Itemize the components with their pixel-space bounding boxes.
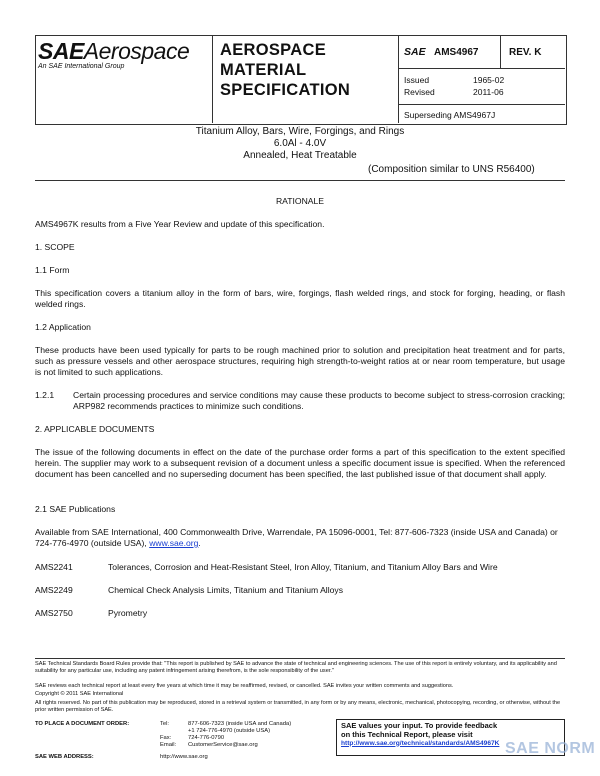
revision-label: REV. K <box>509 47 542 58</box>
order-label: TO PLACE A DOCUMENT ORDER: <box>35 721 130 727</box>
web-label: SAE WEB ADDRESS: <box>35 754 94 760</box>
footer-rule <box>35 658 565 659</box>
application-text: These products have been used typically for parts to be rough machined prior to solution and precipitation heat treatment and for parts, such as pressure vessels and other aerospace structures, requiring high strength-to-weight ratios at or near room temperature, but usage is not limited to such applications. <box>35 345 565 377</box>
footer-policy: SAE Technical Standards Board Rules provide that: "This report is published by SAE to advance the state of technical and engineering sciences. The use of this report is entirely voluntary, and its applicability and suitability for any particular use, including any patent infringement arising therefrom, is the sole responsibility of the user." <box>35 661 557 674</box>
subtitle-rule <box>35 180 565 181</box>
header-hline-1 <box>398 68 565 69</box>
tel2-value: +1 724-776-4970 (outside USA) <box>188 728 271 734</box>
superseding-note: Superseding AMS4967J <box>404 110 496 120</box>
logo-tagline: An SAE International Group <box>38 63 125 70</box>
rationale-heading: RATIONALE <box>275 196 325 206</box>
document-subtitle: Titanium Alloy, Bars, Wire, Forgings, and Rings 6.0Al - 4.0V Annealed, Heat Treatable <box>195 126 405 161</box>
reference-title: Pyrometry <box>108 608 148 618</box>
sae-website-link[interactable]: www.sae.org <box>149 538 199 548</box>
composition-note: (Composition similar to UNS R56400) <box>368 164 535 175</box>
sae-publications-text: Available from SAE International, 400 Commonwealth Drive, Warrendale, PA 15096-0001, Tel: 877-606-7323 (inside USA and Canada) or 724-776-4970 (outside USA), www.sae.org. <box>35 527 558 548</box>
web-value[interactable]: http://www.sae.org <box>160 754 208 760</box>
revised-label: Revised <box>404 87 435 97</box>
tel-label: Tel: <box>160 721 170 727</box>
issued-value: 1965-02 <box>473 75 505 85</box>
reference-code: AMS2750 <box>35 608 73 618</box>
application-heading: 1.2 Application <box>35 322 91 332</box>
document-number: AMS4967 <box>434 47 479 58</box>
applicable-documents-heading: 2. APPLICABLE DOCUMENTS <box>35 424 155 434</box>
header-hline-2 <box>398 104 565 105</box>
header-divider-2 <box>398 35 399 123</box>
reference-title: Chemical Check Analysis Limits, Titanium and Titanium Alloys <box>108 585 343 595</box>
header-divider-1 <box>212 35 213 123</box>
footer-rights: All rights reserved. No part of this publication may be reproduced, stored in a retrieval system or transmitted, in any form or by any means, electronic, mechanical, photocopying, recording, or otherwise, without the prior written permission of SAE. <box>35 700 561 713</box>
email-value[interactable]: CustomerService@sae.org <box>188 742 258 748</box>
sae-mark-logo: SAE <box>404 46 426 58</box>
form-heading: 1.1 Form <box>35 265 70 275</box>
email-label: Email: <box>160 742 177 748</box>
revised-value: 2011-06 <box>473 87 504 97</box>
reference-code: AMS2249 <box>35 585 73 595</box>
header-divider-3 <box>500 35 501 68</box>
paragraph-1-2-1-text: Certain processing procedures and service conditions may cause these products to become subject to stress-corrosion cracking; ARP982 recommends practices to minimize such conditions. <box>73 390 565 411</box>
form-text: This specification covers a titanium alloy in the form of bars, wire, forgings, flash welded rings, and stock for forging, heading, or flash welded rings. <box>35 288 565 309</box>
scope-heading: 1. SCOPE <box>35 242 75 252</box>
footer-copyright: Copyright © 2011 SAE International <box>35 691 124 697</box>
applicable-documents-text: The issue of the following documents in effect on the date of the purchase order forms a part of this specification to the extent specified herein. The supplier may work to a subsequent revision of a document unless a specific document issue is specified. When the referenced document has been cancelled and no superseding document has been specified, the last published issue of that document shall apply. <box>35 447 565 479</box>
sae-aerospace-logo: SAEAerospace <box>38 38 190 64</box>
sae-publications-heading: 2.1 SAE Publications <box>35 504 116 514</box>
feedback-box: SAE values your input. To provide feedback on this Technical Report, please visit http://www.sae.org/technical/standards/AMS4967K <box>336 719 565 756</box>
document-type-title: AEROSPACE MATERIAL SPECIFICATION <box>220 41 351 99</box>
paragraph-1-2-1-number: 1.2.1 <box>35 390 55 400</box>
watermark-logo: SAE NORM <box>505 740 596 757</box>
reference-title: Tolerances, Corrosion and Heat-Resistant Steel, Iron Alloy, Titanium, and Titanium Alloy Bars and Wire <box>108 562 498 572</box>
footer-review: SAE reviews each technical report at least every five years at which time it may be reaffirmed, revised, or cancelled. SAE invites your written comments and suggestions. <box>35 683 454 689</box>
issued-label: Issued <box>404 75 430 85</box>
fax-value: 724-776-0790 <box>188 735 225 741</box>
feedback-link[interactable]: http://www.sae.org/technical/standards/AMS4967K <box>341 739 500 747</box>
fax-label: Fax: <box>160 735 172 741</box>
rationale-text: AMS4967K results from a Five Year Review and update of this specification. <box>35 219 325 229</box>
tel-value: 877-606-7323 (inside USA and Canada) <box>188 721 292 727</box>
reference-code: AMS2241 <box>35 562 73 572</box>
